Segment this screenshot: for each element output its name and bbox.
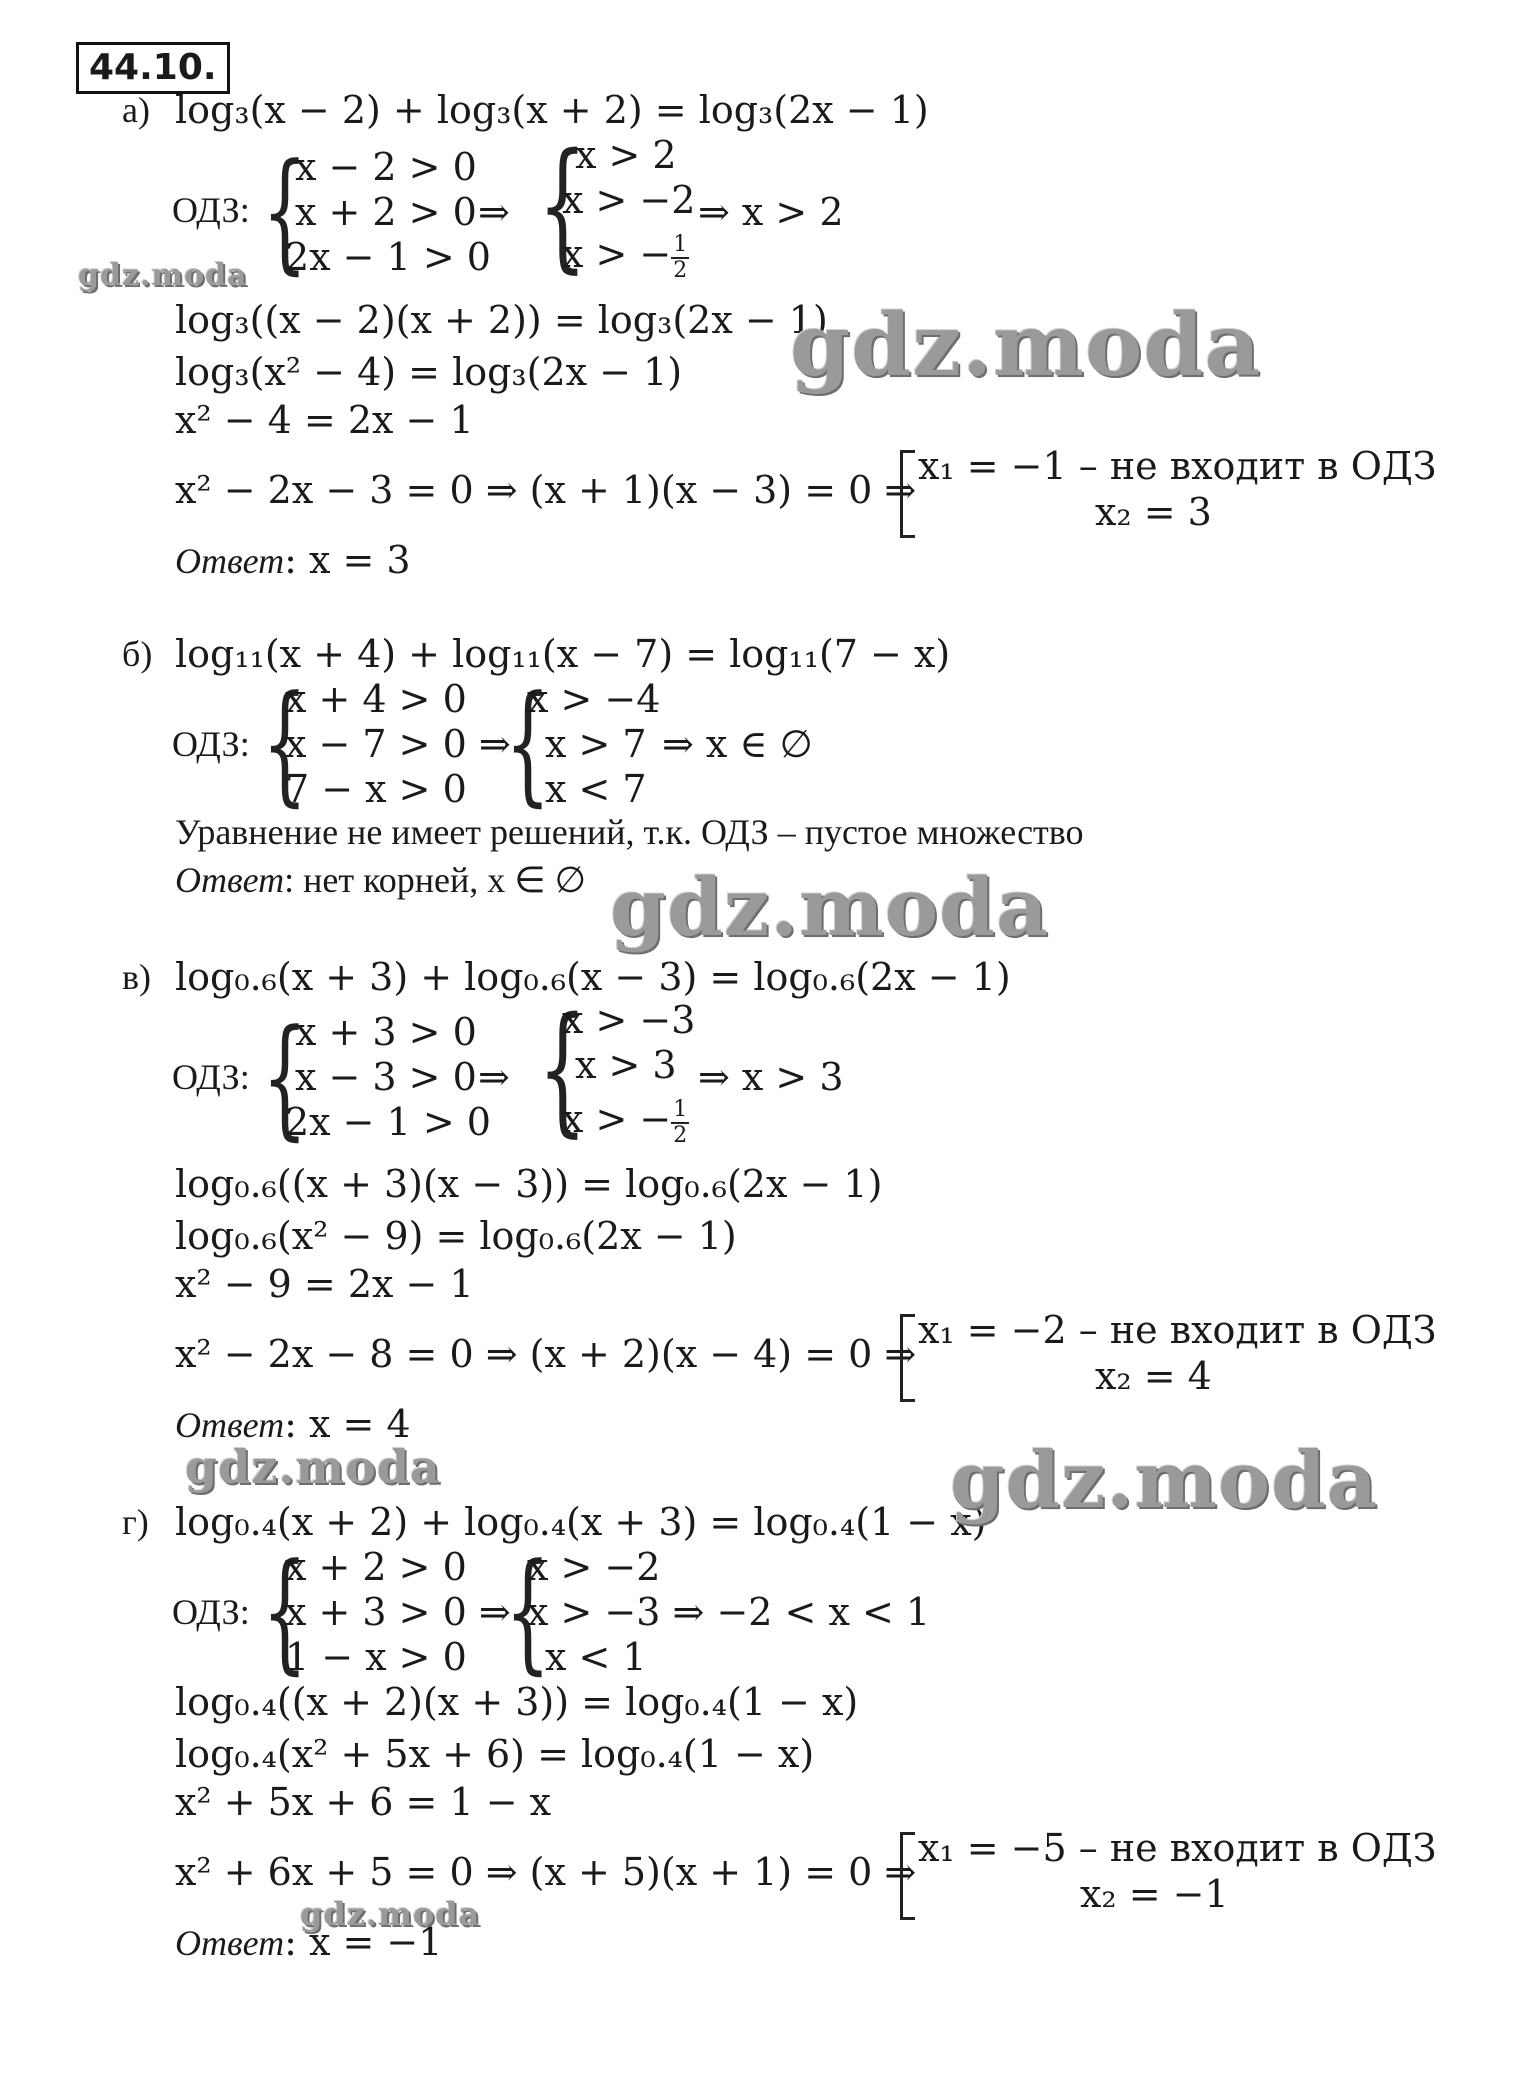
odz-v2-line-1: x > −3 (562, 998, 696, 1042)
odz-b-line-1: x + 4 > 0 (285, 677, 467, 721)
step-g-2: log₀.₄(x² + 5x + 6) = log₀.₄(1 − x) (175, 1732, 815, 1776)
odz-b-result: ⇒ x ∈ ∅ (662, 722, 813, 766)
odz-a-arrow: ⇒ (478, 190, 510, 234)
odz-label-g: ОДЗ: (172, 1592, 250, 1632)
step-a-2: log₃(x² − 4) = log₃(2x − 1) (175, 350, 683, 394)
odz-a2-line-1: x > 2 (575, 133, 677, 177)
step-v-1: log₀.₆((x + 3)(x − 3)) = log₀.₆(2x − 1) (175, 1162, 883, 1206)
odz-g2-line-3: x < 1 (545, 1635, 647, 1679)
brace-left-b: { (262, 667, 308, 819)
label-a: а) (122, 90, 150, 130)
odz-v-result: ⇒ x > 3 (698, 1055, 844, 1099)
step-g-3: x² + 5x + 6 = 1 − x (175, 1780, 552, 1824)
watermark: gdz.moda (300, 1895, 481, 1933)
watermark: gdz.moda (950, 1435, 1379, 1526)
odz-v2-line-3: x > − $\frac{1}{2}$ (562, 1096, 688, 1148)
watermark: gdz.moda (610, 860, 1049, 954)
watermark: gdz.moda (185, 1440, 441, 1494)
odz-v-line-2: x − 3 > 0 (295, 1055, 477, 1099)
odz-label-b: ОДЗ: (172, 724, 250, 764)
odz-b-line-2: x − 7 > 0 ⇒ (285, 722, 511, 766)
label-b: б) (122, 634, 153, 674)
brace-right-v: { (538, 988, 587, 1151)
root-bracket-g (900, 1832, 915, 1920)
odz-v2-line-2: x > 3 (575, 1043, 677, 1087)
equation-b: log₁₁(x + 4) + log₁₁(x − 7) = log₁₁(7 − x) (175, 632, 951, 676)
answer-v: Ответ: x = 4 (175, 1402, 411, 1446)
step-g-1: log₀.₄((x + 2)(x + 3)) = log₀.₄(1 − x) (175, 1680, 859, 1724)
equation-g: log₀.₄(x + 2) + log₀.₄(x + 3) = log₀.₄(1 − x) (175, 1500, 987, 1544)
watermark: gdz.moda (78, 258, 248, 293)
equation-a: log₃(x − 2) + log₃(x + 2) = log₃(2x − 1) (175, 88, 929, 132)
step-g-4: x² + 6x + 5 = 0 ⇒ (x + 5)(x + 1) = 0 ⇒ (175, 1850, 917, 1894)
step-a-3: x² − 4 = 2x − 1 (175, 398, 474, 442)
answer-a: Ответ: x = 3 (175, 538, 411, 582)
odz-g-line-1: x + 2 > 0 (285, 1545, 467, 1589)
odz-a2-line-2: x > −2 (562, 178, 696, 222)
root-a-2: x₂ = 3 (1095, 490, 1212, 534)
brace-right-b: { (505, 667, 551, 819)
odz-b-line-3: 7 − x > 0 (285, 767, 467, 811)
root-bracket-v (900, 1314, 915, 1402)
root-v-1: x₁ = −2 – не входит в ОДЗ (918, 1308, 1437, 1352)
odz-a-line-3: 2x − 1 > 0 (285, 235, 491, 279)
label-v: в) (122, 957, 151, 997)
step-a-4: x² − 2x − 3 = 0 ⇒ (x + 1)(x − 3) = 0 ⇒ (175, 468, 917, 512)
answer-g: Ответ: x = −1 (175, 1920, 443, 1964)
odz-a-result: ⇒ x > 2 (698, 190, 844, 234)
step-a-1: log₃((x − 2)(x + 2)) = log₃(2x − 1) (175, 298, 828, 342)
root-g-1: x₁ = −5 – не входит в ОДЗ (918, 1826, 1437, 1870)
task-number: 44.10. (76, 42, 230, 94)
odz-g2-line-2: x > −3 ⇒ −2 < x < 1 (527, 1590, 931, 1634)
odz-a-line-2: x + 2 > 0 (295, 190, 477, 234)
step-v-2: log₀.₆(x² − 9) = log₀.₆(2x − 1) (175, 1214, 737, 1258)
odz-g-line-3: 1 − x > 0 (285, 1635, 467, 1679)
odz-g2-line-1: x > −2 (527, 1545, 661, 1589)
odz-v-line-1: x + 3 > 0 (295, 1010, 477, 1054)
brace-left-v: { (262, 1001, 308, 1153)
odz-label-a: ОДЗ: (172, 190, 250, 230)
root-v-2: x₂ = 4 (1095, 1354, 1212, 1398)
odz-b2-line-1: x > −4 (527, 677, 661, 721)
brace-right-g: { (505, 1535, 551, 1687)
odz-v-arrow: ⇒ (478, 1055, 510, 1099)
odz-a2-line-3: x > − $\frac{1}{2}$ (562, 231, 688, 283)
root-g-2: x₂ = −1 (1080, 1872, 1229, 1916)
odz-v-line-3: 2x − 1 > 0 (285, 1100, 491, 1144)
odz-b2-line-2: x > 7 (545, 722, 647, 766)
step-v-3: x² − 9 = 2x − 1 (175, 1262, 474, 1306)
brace-left-a: { (262, 135, 308, 287)
odz-a-line-1: x − 2 > 0 (295, 145, 477, 189)
label-g: г) (122, 1502, 149, 1542)
odz-b2-line-3: x < 7 (545, 767, 647, 811)
root-a-1: x₁ = −1 – не входит в ОДЗ (918, 444, 1437, 488)
root-bracket-a (900, 450, 915, 538)
note-b: Уравнение не имеет решений, т.к. ОДЗ – пустое множество (175, 812, 1084, 852)
brace-right-a: { (538, 124, 587, 287)
odz-label-v: ОДЗ: (172, 1057, 250, 1097)
odz-g-line-2: x + 3 > 0 ⇒ (285, 1590, 511, 1634)
answer-b: Ответ: нет корней, x ∈ ∅ (175, 860, 586, 900)
step-v-4: x² − 2x − 8 = 0 ⇒ (x + 2)(x − 4) = 0 ⇒ (175, 1332, 917, 1376)
brace-left-g: { (262, 1535, 308, 1687)
watermark: gdz.moda (790, 295, 1262, 396)
equation-v: log₀.₆(x + 3) + log₀.₆(x − 3) = log₀.₆(2x − 1) (175, 955, 1011, 999)
